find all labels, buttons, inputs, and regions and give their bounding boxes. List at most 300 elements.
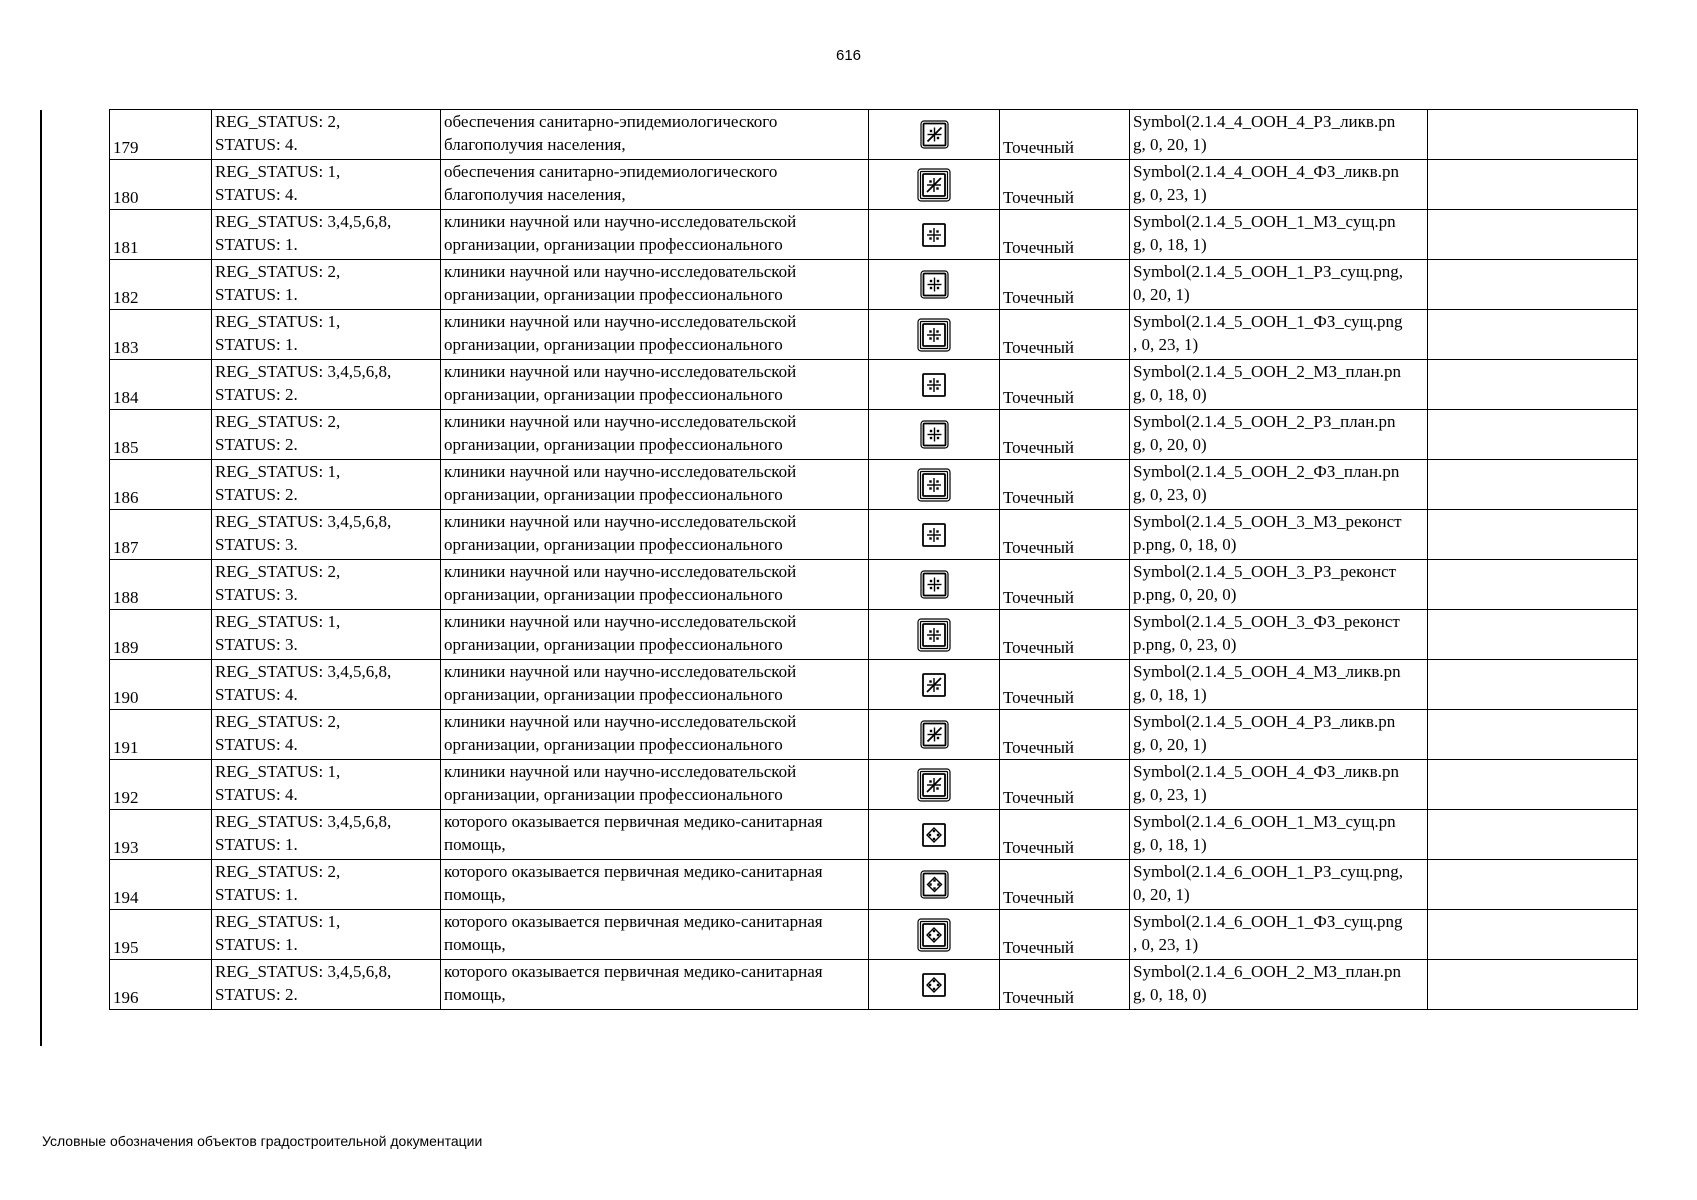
description-line: клиники научной или научно-исследовательской	[444, 712, 797, 731]
empty-cell	[1428, 960, 1638, 1010]
symbol-expression-cell	[1130, 660, 1428, 710]
description-line: которого оказывается первичная медико-санитарная	[444, 962, 823, 981]
description-line: которого оказывается первичная медико-санитарная	[444, 862, 823, 881]
cross-dots-frame-single-icon	[920, 371, 948, 399]
geometry-type: Точечный	[1003, 738, 1075, 757]
row-number: 184	[113, 388, 139, 407]
description-cell	[441, 510, 869, 560]
status-cell	[212, 810, 441, 860]
row-number: 179	[113, 138, 139, 157]
symbol-expression-cell	[1130, 210, 1428, 260]
document-footer: Условные обозначения объектов градостроительной документации	[42, 1133, 483, 1149]
description-cell	[441, 210, 869, 260]
symbol-expression-line: р.png, 0, 23, 0)	[1133, 635, 1237, 654]
symbol-cell	[869, 610, 1000, 660]
status-cell	[212, 260, 441, 310]
table-row	[110, 160, 1638, 210]
table-row	[110, 360, 1638, 410]
table-row	[110, 460, 1638, 510]
table-row	[110, 510, 1638, 560]
description-cell	[441, 810, 869, 860]
reg-status-text: REG_STATUS: 1,	[215, 912, 341, 931]
description-line: клиники научной или научно-исследовательской	[444, 762, 797, 781]
geometry-type-cell	[1000, 510, 1130, 560]
geometry-type: Точечный	[1003, 788, 1075, 807]
symbol-expression-cell	[1130, 410, 1428, 460]
symbol-cell	[869, 110, 1000, 160]
empty-cell	[1428, 360, 1638, 410]
reg-status-text: REG_STATUS: 2,	[215, 712, 341, 731]
empty-cell	[1428, 510, 1638, 560]
description-cell	[441, 410, 869, 460]
row-number: 182	[113, 288, 139, 307]
table-row	[110, 860, 1638, 910]
status-cell	[212, 310, 441, 360]
description-line: клиники научной или научно-исследовательской	[444, 512, 797, 531]
description-line: организации, организации профессионального	[444, 335, 783, 354]
geometry-type: Точечный	[1003, 838, 1075, 857]
status-text: STATUS: 1.	[215, 885, 298, 904]
cross-x-frame-double-icon	[918, 118, 951, 151]
description-line: благополучия населения,	[444, 135, 626, 154]
reg-status-text: REG_STATUS: 1,	[215, 462, 341, 481]
symbol-expression-line: Symbol(2.1.4_5_ООН_4_РЗ_ликв.pn	[1133, 712, 1396, 731]
table-row	[110, 560, 1638, 610]
description-line: обеспечения санитарно-эпидемиологического	[444, 112, 778, 131]
row-number-cell	[110, 610, 212, 660]
symbol-cell	[869, 410, 1000, 460]
reg-status-text: REG_STATUS: 2,	[215, 112, 341, 131]
symbol-expression-cell	[1130, 260, 1428, 310]
symbol-expression-line: g, 0, 18, 1)	[1133, 235, 1207, 254]
status-cell	[212, 860, 441, 910]
status-text: STATUS: 3.	[215, 635, 298, 654]
row-number-cell	[110, 310, 212, 360]
symbol-expression-cell	[1130, 110, 1428, 160]
row-number-cell	[110, 510, 212, 560]
symbol-expression-cell	[1130, 460, 1428, 510]
symbol-cell	[869, 260, 1000, 310]
description-line: организации, организации профессионального	[444, 435, 783, 454]
status-text: STATUS: 3.	[215, 535, 298, 554]
symbol-expression-line: Symbol(2.1.4_6_ООН_1_МЗ_сущ.pn	[1133, 812, 1396, 831]
row-number-cell	[110, 710, 212, 760]
geometry-type: Точечный	[1003, 288, 1075, 307]
status-cell	[212, 960, 441, 1010]
description-cell	[441, 910, 869, 960]
diamond-arrows-frame-triple-icon	[915, 916, 953, 954]
geometry-type: Точечный	[1003, 438, 1075, 457]
row-number: 183	[113, 338, 139, 357]
status-text: STATUS: 2.	[215, 435, 298, 454]
status-cell	[212, 210, 441, 260]
description-cell	[441, 360, 869, 410]
symbol-expression-line: g, 0, 18, 1)	[1133, 835, 1207, 854]
geometry-type: Точечный	[1003, 388, 1075, 407]
description-line: клиники научной или научно-исследовательской	[444, 262, 797, 281]
symbol-expression-line: g, 0, 20, 0)	[1133, 435, 1207, 454]
empty-cell	[1428, 610, 1638, 660]
row-number: 191	[113, 738, 139, 757]
geometry-type-cell	[1000, 760, 1130, 810]
description-cell	[441, 610, 869, 660]
status-cell	[212, 710, 441, 760]
row-number: 194	[113, 888, 139, 907]
reg-status-text: REG_STATUS: 2,	[215, 262, 341, 281]
description-line: клиники научной или научно-исследовательской	[444, 412, 797, 431]
row-number-cell	[110, 560, 212, 610]
geometry-type: Точечный	[1003, 238, 1075, 257]
geometry-type-cell	[1000, 260, 1130, 310]
geometry-type-cell	[1000, 360, 1130, 410]
geometry-type: Точечный	[1003, 988, 1075, 1007]
empty-cell	[1428, 110, 1638, 160]
description-cell	[441, 860, 869, 910]
symbol-expression-line: Symbol(2.1.4_6_ООН_1_ФЗ_сущ.png	[1133, 912, 1403, 931]
status-text: STATUS: 3.	[215, 585, 298, 604]
row-number-cell	[110, 910, 212, 960]
geometry-type-cell	[1000, 610, 1130, 660]
symbol-expression-line: Symbol(2.1.4_6_ООН_1_РЗ_сущ.png,	[1133, 862, 1403, 881]
description-line: организации, организации профессионального	[444, 735, 783, 754]
row-number-cell	[110, 960, 212, 1010]
symbol-expression-line: g, 0, 20, 1)	[1133, 735, 1207, 754]
status-text: STATUS: 2.	[215, 385, 298, 404]
description-line: благополучия населения,	[444, 185, 626, 204]
row-number: 186	[113, 488, 139, 507]
cross-dots-frame-triple-icon	[915, 616, 953, 654]
cross-dots-frame-single-icon	[920, 221, 948, 249]
page-number: 616	[835, 47, 862, 64]
description-line: помощь,	[444, 835, 506, 854]
symbol-expression-line: р.png, 0, 20, 0)	[1133, 585, 1237, 604]
status-text: STATUS: 4.	[215, 735, 298, 754]
cross-x-frame-triple-icon	[915, 766, 953, 804]
description-line: обеспечения санитарно-эпидемиологического	[444, 162, 778, 181]
symbol-cell	[869, 710, 1000, 760]
geometry-type-cell	[1000, 460, 1130, 510]
cross-x-frame-triple-icon	[915, 166, 953, 204]
empty-cell	[1428, 260, 1638, 310]
description-line: организации, организации профессионального	[444, 535, 783, 554]
empty-cell	[1428, 660, 1638, 710]
symbol-expression-cell	[1130, 360, 1428, 410]
status-cell	[212, 160, 441, 210]
cross-x-frame-single-icon	[920, 671, 948, 699]
reg-status-text: REG_STATUS: 3,4,5,6,8,	[215, 512, 392, 531]
description-line: клиники научной или научно-исследовательской	[444, 212, 797, 231]
symbol-expression-line: Symbol(2.1.4_5_ООН_4_ФЗ_ликв.pn	[1133, 762, 1399, 781]
status-text: STATUS: 1.	[215, 285, 298, 304]
description-cell	[441, 110, 869, 160]
symbol-expression-cell	[1130, 160, 1428, 210]
geometry-type: Точечный	[1003, 538, 1075, 557]
symbol-expression-line: Symbol(2.1.4_5_ООН_3_ФЗ_реконст	[1133, 612, 1400, 631]
empty-cell	[1428, 810, 1638, 860]
geometry-type: Точечный	[1003, 138, 1075, 157]
row-number: 185	[113, 438, 139, 457]
description-cell	[441, 560, 869, 610]
symbol-expression-line: 0, 20, 1)	[1133, 285, 1190, 304]
symbol-expression-line: g, 0, 23, 1)	[1133, 185, 1207, 204]
description-line: клиники научной или научно-исследовательской	[444, 462, 797, 481]
row-number: 192	[113, 788, 139, 807]
empty-cell	[1428, 410, 1638, 460]
row-number: 188	[113, 588, 139, 607]
cross-dots-frame-single-icon	[920, 521, 948, 549]
row-number-cell	[110, 410, 212, 460]
description-line: клиники научной или научно-исследовательской	[444, 662, 797, 681]
description-line: которого оказывается первичная медико-санитарная	[444, 812, 823, 831]
symbol-cell	[869, 510, 1000, 560]
description-cell	[441, 310, 869, 360]
status-cell	[212, 610, 441, 660]
symbol-cell	[869, 910, 1000, 960]
geometry-type: Точечный	[1003, 688, 1075, 707]
symbol-cell	[869, 660, 1000, 710]
geometry-type-cell	[1000, 560, 1130, 610]
geometry-type: Точечный	[1003, 488, 1075, 507]
empty-cell	[1428, 560, 1638, 610]
diamond-arrows-frame-single-icon	[920, 821, 948, 849]
table-row	[110, 810, 1638, 860]
symbol-expression-line: Symbol(2.1.4_5_ООН_1_РЗ_сущ.png,	[1133, 262, 1403, 281]
symbol-expression-line: Symbol(2.1.4_5_ООН_3_РЗ_реконст	[1133, 562, 1397, 581]
symbol-cell	[869, 860, 1000, 910]
description-line: организации, организации профессионального	[444, 235, 783, 254]
row-number-cell	[110, 110, 212, 160]
geometry-type: Точечный	[1003, 588, 1075, 607]
geometry-type: Точечный	[1003, 188, 1075, 207]
table-row	[110, 910, 1638, 960]
row-number: 189	[113, 638, 139, 657]
description-cell	[441, 760, 869, 810]
table-row	[110, 260, 1638, 310]
symbol-expression-line: Symbol(2.1.4_5_ООН_2_РЗ_план.pn	[1133, 412, 1396, 431]
status-cell	[212, 510, 441, 560]
symbol-cell	[869, 210, 1000, 260]
symbol-expression-line: Symbol(2.1.4_5_ООН_2_МЗ_план.pn	[1133, 362, 1401, 381]
symbol-expression-cell	[1130, 510, 1428, 560]
symbol-expression-line: р.png, 0, 18, 0)	[1133, 535, 1237, 554]
row-number-cell	[110, 260, 212, 310]
description-line: организации, организации профессионального	[444, 585, 783, 604]
description-line: клиники научной или научно-исследовательской	[444, 362, 797, 381]
symbol-expression-cell	[1130, 310, 1428, 360]
empty-cell	[1428, 710, 1638, 760]
description-line: организации, организации профессионального	[444, 685, 783, 704]
row-number-cell	[110, 660, 212, 710]
symbol-expression-line: Symbol(2.1.4_5_ООН_2_ФЗ_план.pn	[1133, 462, 1400, 481]
geometry-type-cell	[1000, 210, 1130, 260]
symbol-expression-line: g, 0, 20, 1)	[1133, 135, 1207, 154]
description-cell	[441, 160, 869, 210]
reg-status-text: REG_STATUS: 1,	[215, 612, 341, 631]
row-number-cell	[110, 860, 212, 910]
row-number-cell	[110, 360, 212, 410]
symbol-cell	[869, 160, 1000, 210]
row-number-cell	[110, 210, 212, 260]
row-number: 180	[113, 188, 139, 207]
symbol-expression-cell	[1130, 810, 1428, 860]
table-row	[110, 110, 1638, 160]
table-row	[110, 610, 1638, 660]
geometry-type: Точечный	[1003, 338, 1075, 357]
symbol-expression-cell	[1130, 610, 1428, 660]
geometry-type-cell	[1000, 110, 1130, 160]
empty-cell	[1428, 210, 1638, 260]
symbol-cell	[869, 310, 1000, 360]
diamond-arrows-frame-double-icon	[918, 868, 951, 901]
symbol-expression-line: Symbol(2.1.4_4_ООН_4_ФЗ_ликв.pn	[1133, 162, 1399, 181]
row-number: 187	[113, 538, 139, 557]
empty-cell	[1428, 860, 1638, 910]
reg-status-text: REG_STATUS: 2,	[215, 562, 341, 581]
diamond-arrows-frame-single-icon	[920, 971, 948, 999]
description-cell	[441, 710, 869, 760]
geometry-type-cell	[1000, 810, 1130, 860]
geometry-type: Точечный	[1003, 938, 1075, 957]
reg-status-text: REG_STATUS: 1,	[215, 762, 341, 781]
status-cell	[212, 910, 441, 960]
symbol-expression-line: , 0, 23, 1)	[1133, 935, 1199, 954]
geometry-type-cell	[1000, 160, 1130, 210]
symbol-expression-cell	[1130, 960, 1428, 1010]
description-line: помощь,	[444, 885, 506, 904]
status-cell	[212, 110, 441, 160]
description-line: организации, организации профессионального	[444, 785, 783, 804]
symbol-expression-cell	[1130, 760, 1428, 810]
description-line: организации, организации профессионального	[444, 385, 783, 404]
cross-dots-frame-triple-icon	[915, 316, 953, 354]
table-row	[110, 410, 1638, 460]
description-cell	[441, 460, 869, 510]
symbol-expression-line: g, 0, 23, 1)	[1133, 785, 1207, 804]
status-text: STATUS: 2.	[215, 985, 298, 1004]
row-number-cell	[110, 810, 212, 860]
description-line: клиники научной или научно-исследовательской	[444, 612, 797, 631]
symbol-expression-line: g, 0, 18, 1)	[1133, 685, 1207, 704]
geometry-type-cell	[1000, 960, 1130, 1010]
status-text: STATUS: 1.	[215, 235, 298, 254]
row-number: 181	[113, 238, 139, 257]
status-text: STATUS: 1.	[215, 935, 298, 954]
symbol-cell	[869, 810, 1000, 860]
reg-status-text: REG_STATUS: 3,4,5,6,8,	[215, 212, 392, 231]
symbol-expression-line: Symbol(2.1.4_5_ООН_1_МЗ_сущ.pn	[1133, 212, 1396, 231]
status-text: STATUS: 1.	[215, 835, 298, 854]
symbol-expression-cell	[1130, 560, 1428, 610]
geometry-type: Точечный	[1003, 888, 1075, 907]
symbol-expression-line: Symbol(2.1.4_5_ООН_3_МЗ_реконст	[1133, 512, 1402, 531]
reg-status-text: REG_STATUS: 3,4,5,6,8,	[215, 962, 392, 981]
geometry-type: Точечный	[1003, 638, 1075, 657]
symbol-cell	[869, 760, 1000, 810]
description-line: организации, организации профессионального	[444, 635, 783, 654]
symbol-expression-line: , 0, 23, 1)	[1133, 335, 1199, 354]
table-row	[110, 760, 1638, 810]
cross-dots-frame-double-icon	[918, 268, 951, 301]
symbol-expression-line: Symbol(2.1.4_5_ООН_1_ФЗ_сущ.png	[1133, 312, 1403, 331]
symbol-expression-line: 0, 20, 1)	[1133, 885, 1190, 904]
empty-cell	[1428, 910, 1638, 960]
empty-cell	[1428, 310, 1638, 360]
description-line: которого оказывается первичная медико-санитарная	[444, 912, 823, 931]
status-text: STATUS: 4.	[215, 185, 298, 204]
description-cell	[441, 260, 869, 310]
symbol-expression-line: Symbol(2.1.4_4_ООН_4_РЗ_ликв.pn	[1133, 112, 1396, 131]
table-row	[110, 710, 1638, 760]
reg-status-text: REG_STATUS: 3,4,5,6,8,	[215, 812, 392, 831]
geometry-type-cell	[1000, 860, 1130, 910]
status-cell	[212, 460, 441, 510]
description-cell	[441, 660, 869, 710]
status-text: STATUS: 2.	[215, 485, 298, 504]
reg-status-text: REG_STATUS: 1,	[215, 312, 341, 331]
row-number-cell	[110, 160, 212, 210]
empty-cell	[1428, 160, 1638, 210]
description-line: клиники научной или научно-исследовательской	[444, 562, 797, 581]
row-number: 193	[113, 838, 139, 857]
symbol-cell	[869, 360, 1000, 410]
table-row	[110, 210, 1638, 260]
status-text: STATUS: 4.	[215, 685, 298, 704]
table-row	[110, 310, 1638, 360]
row-number-cell	[110, 760, 212, 810]
symbol-expression-cell	[1130, 910, 1428, 960]
geometry-type-cell	[1000, 310, 1130, 360]
description-line: клиники научной или научно-исследовательской	[444, 312, 797, 331]
symbol-expression-cell	[1130, 710, 1428, 760]
row-number: 196	[113, 988, 139, 1007]
status-cell	[212, 760, 441, 810]
symbol-expression-line: g, 0, 18, 0)	[1133, 985, 1207, 1004]
description-line: организации, организации профессионального	[444, 285, 783, 304]
symbol-cell	[869, 560, 1000, 610]
description-line: организации, организации профессионального	[444, 485, 783, 504]
row-number-cell	[110, 460, 212, 510]
status-cell	[212, 360, 441, 410]
reg-status-text: REG_STATUS: 1,	[215, 162, 341, 181]
geometry-type-cell	[1000, 410, 1130, 460]
reg-status-text: REG_STATUS: 3,4,5,6,8,	[215, 662, 392, 681]
reg-status-text: REG_STATUS: 2,	[215, 412, 341, 431]
row-number: 195	[113, 938, 139, 957]
geometry-type-cell	[1000, 710, 1130, 760]
reg-status-text: REG_STATUS: 3,4,5,6,8,	[215, 362, 392, 381]
legend-table	[109, 109, 1638, 1010]
status-text: STATUS: 4.	[215, 785, 298, 804]
symbol-expression-line: Symbol(2.1.4_6_ООН_2_МЗ_план.pn	[1133, 962, 1401, 981]
symbol-expression-line: Symbol(2.1.4_5_ООН_4_МЗ_ликв.pn	[1133, 662, 1401, 681]
symbol-cell	[869, 460, 1000, 510]
margin-rule	[40, 110, 42, 1046]
description-cell	[441, 960, 869, 1010]
status-cell	[212, 560, 441, 610]
cross-dots-frame-double-icon	[918, 418, 951, 451]
cross-x-frame-double-icon	[918, 718, 951, 751]
symbol-cell	[869, 960, 1000, 1010]
geometry-type-cell	[1000, 910, 1130, 960]
status-text: STATUS: 4.	[215, 135, 298, 154]
description-line: помощь,	[444, 985, 506, 1004]
cross-dots-frame-triple-icon	[915, 466, 953, 504]
geometry-type-cell	[1000, 660, 1130, 710]
status-cell	[212, 660, 441, 710]
row-number: 190	[113, 688, 139, 707]
empty-cell	[1428, 760, 1638, 810]
legend-table-body	[110, 110, 1638, 1010]
